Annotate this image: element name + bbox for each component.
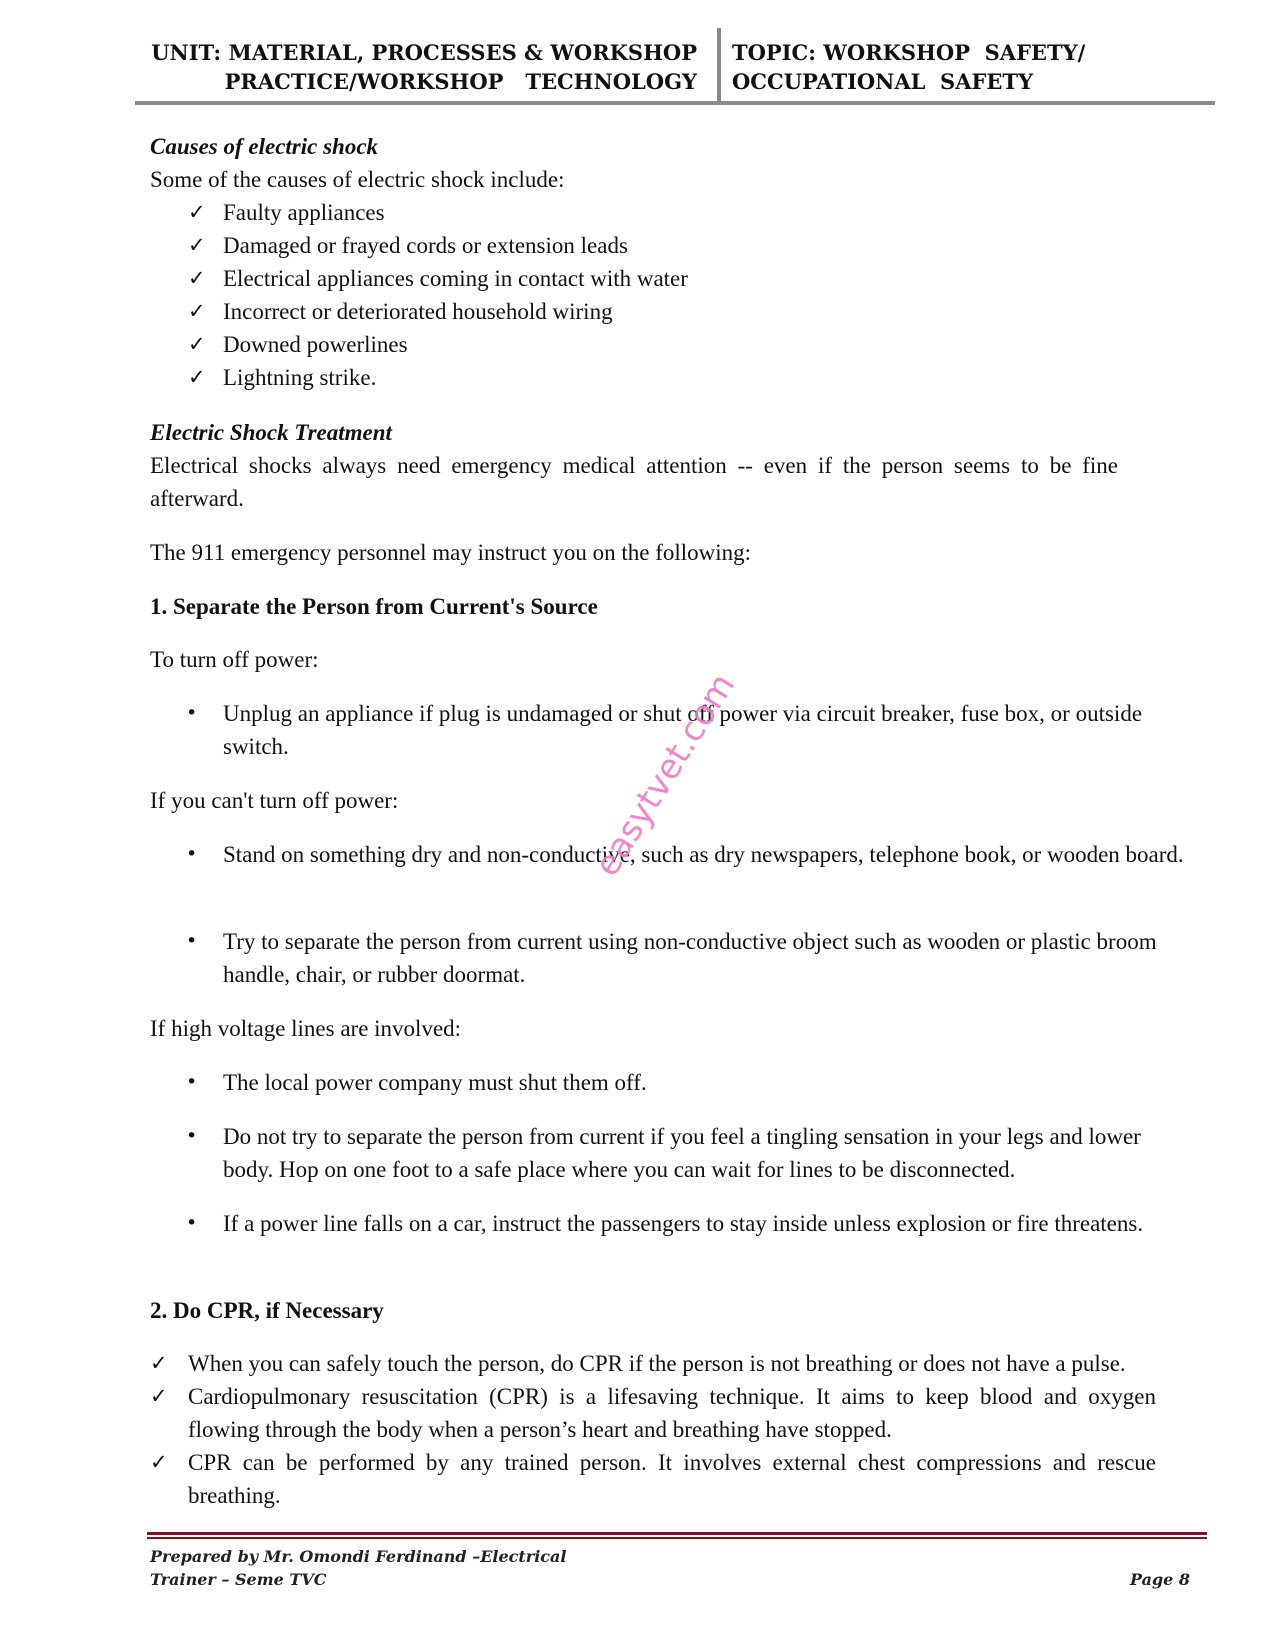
treatment-paragraph-2: The 911 emergency personnel may instruct you on the following: [150, 540, 752, 565]
cant-turn-off-label: If you can't turn off power: [150, 788, 399, 813]
list-item: Cardiopulmonary resuscitation (CPR) is a lifesaving technique. It aims to keep blood and oxygen flowing through the body when a person’s heart and breathing have stopped. [188, 1384, 1156, 1442]
causes-intro: Some of the causes of electric shock include: [150, 167, 565, 192]
check-icon: ✓ [188, 299, 206, 323]
footer-author-line1: Prepared by Mr. Omondi Ferdinand –Electrical [150, 1547, 567, 1566]
check-icon: ✓ [150, 1450, 168, 1474]
check-icon: ✓ [150, 1384, 168, 1408]
check-icon: ✓ [188, 200, 206, 224]
header-topic-line1: TOPIC: WORKSHOP SAFETY/ [732, 40, 1086, 65]
bullet-icon: • [186, 702, 198, 724]
section1-heading: 1. Separate the Person from Current's Source [150, 594, 598, 619]
treatment-paragraph: Electrical shocks always need emergency medical attention -- even if the person seems to be fine afterward. [150, 453, 1118, 511]
section2-heading: 2. Do CPR, if Necessary [150, 1298, 384, 1323]
header-unit-line1: UNIT: MATERIAL, PROCESSES & WORKSHOP [151, 40, 697, 65]
treatment-heading: Electric Shock Treatment [150, 420, 392, 445]
list-item: Stand on something dry and non-conductive, such as dry newspapers, telephone book, or wooden board. [223, 842, 1184, 867]
check-icon: ✓ [188, 365, 206, 389]
check-icon: ✓ [188, 233, 206, 257]
list-item: Electrical appliances coming in contact with water [223, 266, 688, 291]
list-item: Unplug an appliance if plug is undamaged or shut off power via circuit breaker, fuse box, or outside switch. [223, 701, 1143, 759]
page-number: Page 8 [1130, 1570, 1191, 1589]
list-item: Faulty appliances [223, 200, 385, 225]
header-topic [732, 38, 1212, 96]
bullet-icon: • [186, 930, 198, 952]
header-rule [135, 101, 1215, 105]
bullet-icon: • [186, 1212, 198, 1234]
check-icon: ✓ [150, 1351, 168, 1375]
header-topic-line2: OCCUPATIONAL SAFETY [732, 69, 1034, 94]
bullet-icon: • [186, 1125, 198, 1147]
bullet-icon: • [186, 1071, 198, 1093]
list-item: CPR can be performed by any trained person. It involves external chest compressions and rescue breathing. [188, 1450, 1156, 1508]
list-item: When you can safely touch the person, do CPR if the person is not breathing or does not have a pulse. [188, 1351, 1126, 1376]
list-item: Damaged or frayed cords or extension leads [223, 233, 628, 258]
list-item: Incorrect or deteriorated household wiring [223, 299, 613, 324]
watermark: easytvet.com [586, 666, 744, 884]
list-item: Try to separate the person from current using non-conductive object such as wooden or plastic broom handle, chair, or rubber doormat. [223, 929, 1157, 987]
turn-off-label: To turn off power: [150, 647, 319, 672]
bullet-icon: • [186, 843, 198, 865]
footer-rule [147, 1532, 1207, 1535]
list-item: The local power company must shut them off. [223, 1070, 647, 1095]
check-icon: ✓ [188, 332, 206, 356]
high-voltage-label: If high voltage lines are involved: [150, 1016, 462, 1041]
check-icon: ✓ [188, 266, 206, 290]
list-item: If a power line falls on a car, instruct the passengers to stay inside unless explosion or fire threatens. [223, 1211, 1144, 1236]
list-item: Do not try to separate the person from current if you feel a tingling sensation in your legs and lower body. Hop on one foot to a safe place where you can wait for lines to be disconnected. [223, 1124, 1141, 1182]
header-unit-line2: PRACTICE/WORKSHOP TECHNOLOGY [224, 69, 697, 94]
list-item: Downed powerlines [223, 332, 408, 357]
footer-author-line2: Trainer – Seme TVC [150, 1570, 327, 1589]
footer-rule-thin [147, 1537, 1207, 1539]
header-divider [717, 28, 721, 103]
causes-heading: Causes of electric shock [150, 134, 379, 159]
list-item: Lightning strike. [223, 365, 377, 390]
header-unit [150, 38, 697, 96]
